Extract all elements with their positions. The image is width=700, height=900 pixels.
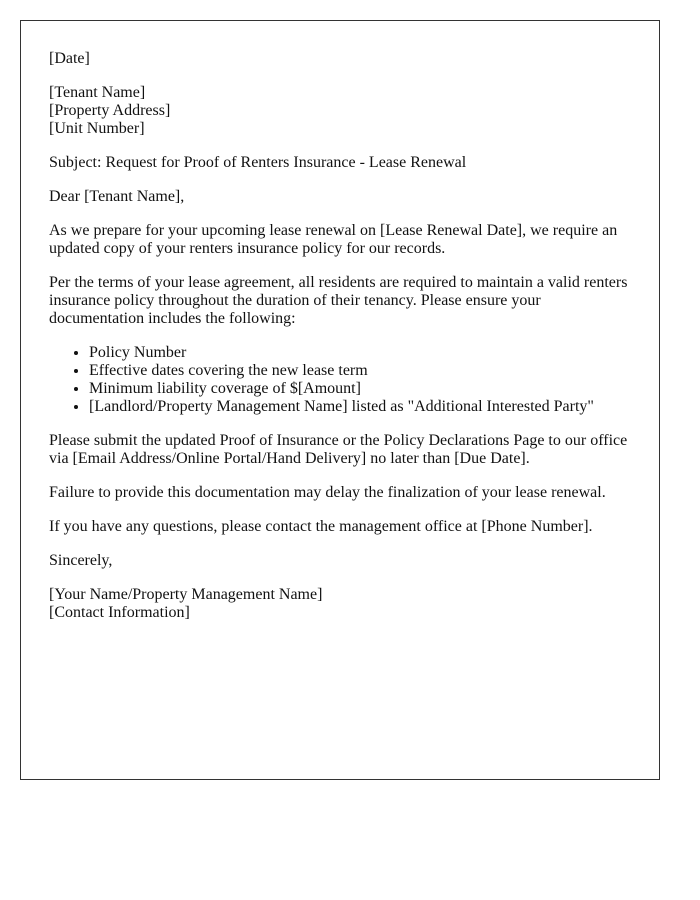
letter-salutation: Dear [Tenant Name],	[49, 188, 185, 205]
requirements-list	[49, 344, 631, 416]
closing-paragraph: If you have any questions, please contact the management office at [Phone Number].	[49, 518, 593, 535]
letter-signoff: Sincerely,	[49, 552, 113, 569]
requirement-item: • Policy Number	[89, 344, 631, 362]
signature-contact: [Contact Information]	[49, 604, 190, 621]
signature-name: [Your Name/Property Management Name]	[49, 586, 323, 603]
letter-subject: Subject: Request for Proof of Renters Insurance - Lease Renewal	[49, 154, 467, 171]
body-paragraph: Per the terms of your lease agreement, all residents are required to maintain a valid renters insurance policy throughout the duration of their tenancy. Please ensure your documentation includes the following:	[49, 274, 628, 327]
recipient-block	[49, 84, 631, 138]
letter-date: [Date]	[49, 50, 90, 67]
recipient-address: [Property Address]	[49, 102, 171, 119]
recipient-name: [Tenant Name]	[49, 84, 146, 101]
closing-paragraph: Failure to provide this documentation may delay the finalization of your lease renewal.	[49, 484, 606, 501]
requirement-item: • [Landlord/Property Management Name] listed as "Additional Interested Party"	[89, 398, 631, 416]
body-paragraph: As we prepare for your upcoming lease renewal on [Lease Renewal Date], we require an updated copy of your renters insurance policy for our records.	[49, 222, 618, 257]
letter-page	[20, 20, 660, 780]
requirement-item: • Minimum liability coverage of $[Amount]	[89, 380, 631, 398]
signature-block	[49, 586, 631, 622]
closing-paragraph: Please submit the updated Proof of Insurance or the Policy Declarations Page to our office via [Email Address/Online Portal/Hand Delivery] no later than [Due Date].	[49, 432, 628, 467]
requirement-item: • Effective dates covering the new lease term	[89, 362, 631, 380]
recipient-unit: [Unit Number]	[49, 120, 145, 137]
